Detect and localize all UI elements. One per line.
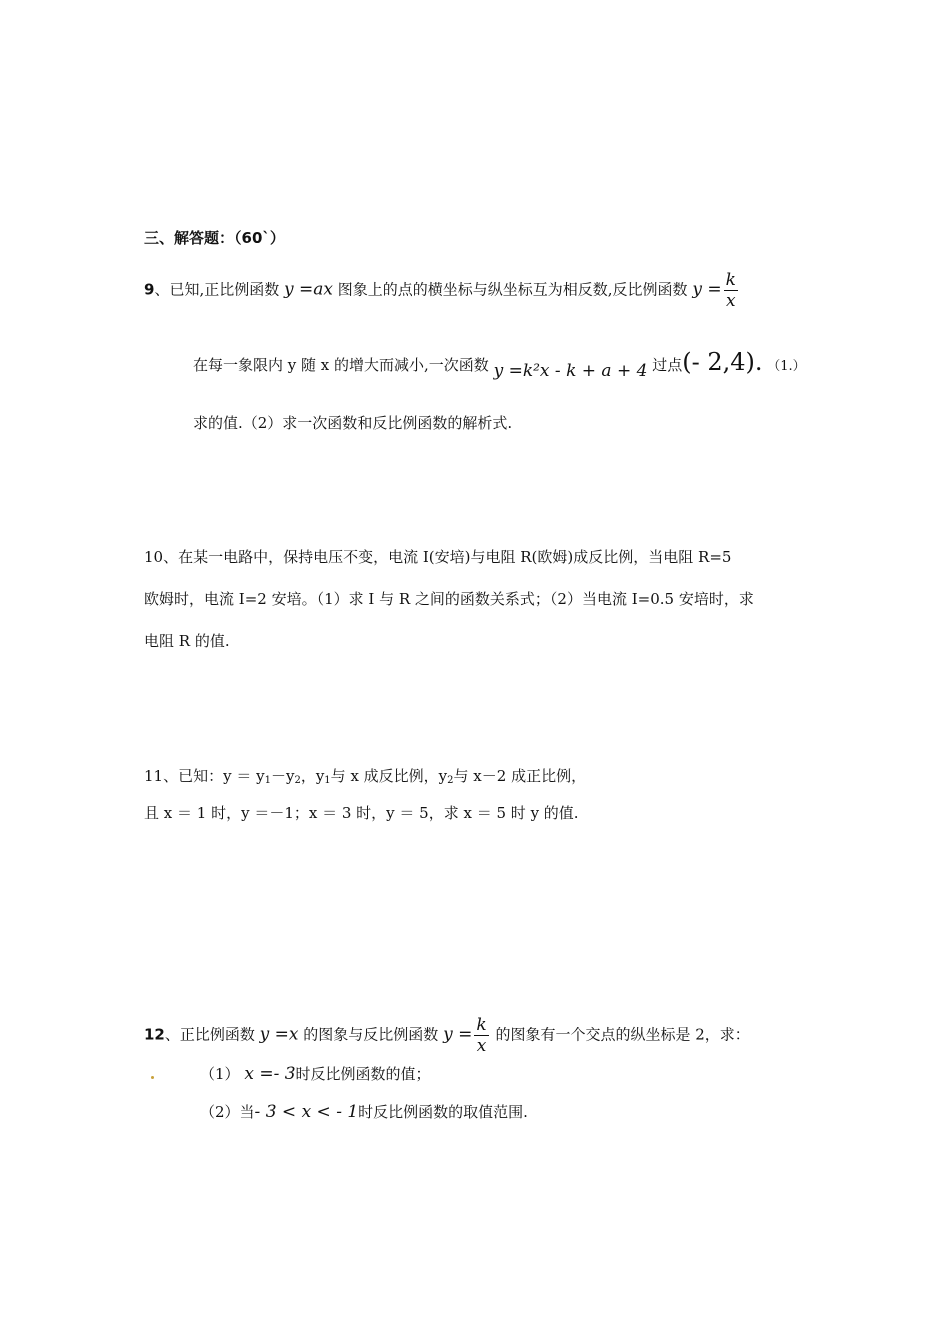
q12-frac-den: x (476, 1036, 487, 1056)
q9-line3: 求的值.（2）求一次函数和反比例函数的解析式. (193, 414, 513, 432)
q12-part2-text: 时反比例函数的取值范围. (358, 1103, 528, 1121)
q12-line1 (144, 1015, 750, 1056)
q9-point: (- 2,4). (682, 348, 763, 376)
q11-text-a: 11、已知：y ＝ y (144, 767, 265, 785)
q12-text-c: 的图象有一个交点的纵坐标是 2，求： (495, 1025, 750, 1044)
q12-frac-num: k (476, 1015, 487, 1035)
q12-part1-label: （1） (200, 1065, 240, 1083)
q12-part2-formula: - 3 < x < - 1 (254, 1102, 359, 1122)
stray-dot (151, 1076, 154, 1079)
q12-part2-label: （2）当 (200, 1103, 255, 1121)
q10-line2: 欧姆时，电流 I=2 安培。（1）求 I 与 R 之间的函数关系式；（2）当电流 I=0.5 安培时，求 (144, 590, 754, 608)
q12-text-a: 、正比例函数 (164, 1025, 255, 1044)
q12-part1 (200, 1062, 431, 1086)
q11-line2: 且 x ＝ 1 时，y ＝－1；x ＝ 3 时，y ＝ 5，求 x ＝ 5 时 y 的值. (144, 804, 579, 822)
q9-text-a: 、已知,正比例函数 (154, 280, 280, 299)
q9-text-d: 过点 (652, 356, 683, 374)
q12-part1-formula: x =- 3 (244, 1064, 296, 1084)
q12-fraction (474, 1015, 488, 1056)
q11-text-e: 与 x－2 成正比例， (453, 767, 587, 785)
q12-formula-inverse: y = (443, 1024, 473, 1045)
q11-sub2: 2 (294, 775, 301, 786)
q11-sub1: 1 (264, 775, 271, 786)
q9-formula-linear: y =k²x - k + a + 4 (493, 361, 648, 381)
q9-formula-direct: y =ax (284, 279, 333, 300)
q10-line3: 电阻 R 的值. (144, 632, 230, 650)
q12-number: 12 (144, 1025, 165, 1044)
q9-text-b: 图象上的点的横坐标与纵坐标互为相反数,反比例函数 (337, 280, 688, 299)
q12-part2 (200, 1100, 528, 1124)
q9-fraction (724, 270, 738, 311)
section-title: 三、解答题：（60`） (144, 229, 285, 247)
q9-number: 9 (144, 280, 155, 299)
q12-formula-direct: y =x (259, 1024, 299, 1045)
q11-text-b: －y (270, 767, 295, 785)
q9-frac-num: k (725, 270, 736, 290)
q10-line1: 10、在某一电路中，保持电压不变，电流 I(安培)与电阻 R(欧姆)成反比例，当电阻 R=5 (144, 548, 732, 566)
q9-formula-inverse: y = (692, 279, 722, 300)
q9-text-c: 在每一象限内 y 随 x 的增大而减小,一次函数 (193, 356, 489, 374)
q12-text-b: 的图象与反比例函数 (303, 1025, 439, 1044)
q9-line1 (144, 270, 740, 311)
q9-text-e: （1.） (767, 359, 806, 374)
q11-line1 (144, 764, 586, 793)
q9-line2 (193, 350, 806, 379)
q12-part1-text: 时反比例函数的值； (295, 1065, 431, 1083)
q11-text-d: 与 x 成反比例，y (330, 767, 448, 785)
q11-sub2b: 2 (447, 775, 454, 786)
q9-frac-den: x (725, 291, 736, 311)
q11-text-c: ，y (300, 767, 325, 785)
q11-sub1b: 1 (324, 775, 331, 786)
